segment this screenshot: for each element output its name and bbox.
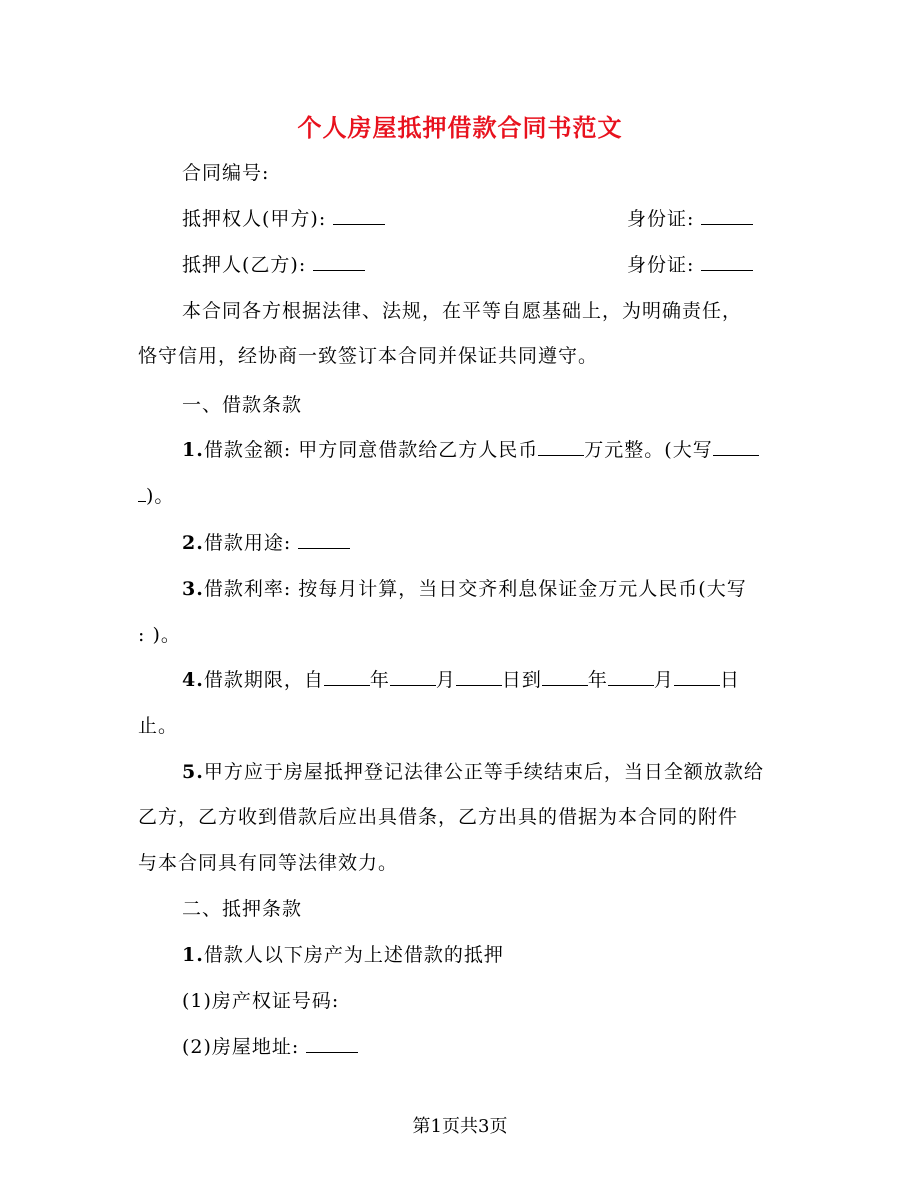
section-1-heading: 一、借款条款	[182, 394, 303, 416]
section-2-item-1-text: 借款人以下房产为上述借款的抵押	[203, 944, 504, 966]
sub-item-1: (1)房产权证号码:	[182, 990, 340, 1012]
item-1-text-c: )。	[146, 485, 175, 507]
party-b-id-blank	[701, 251, 753, 271]
item-1-continuation	[138, 481, 788, 511]
section-2-item-1-number: 1.	[182, 944, 204, 966]
item-2-text: 借款用途:	[203, 532, 292, 554]
start-year-label: 年	[369, 669, 390, 691]
item-3-continuation: : )。	[138, 624, 181, 646]
item-4-line	[182, 665, 832, 695]
intro-line-1: 本合同各方根据法律、法规，在平等自愿基础上，为明确责任，	[182, 300, 743, 322]
contract-number-line	[182, 158, 832, 188]
sub-item-2-label: (2)房屋地址:	[182, 1036, 300, 1058]
end-day-label: 日	[719, 669, 740, 691]
item-4-number: 4.	[182, 669, 204, 691]
start-year-blank	[324, 666, 370, 686]
address-blank	[306, 1033, 358, 1053]
party-a-blank	[333, 205, 385, 225]
intro-line-2: 恪守信用，经协商一致签订本合同并保证共同遵守。	[138, 345, 599, 367]
item-2-number: 2.	[182, 532, 204, 554]
end-day-blank	[674, 666, 720, 686]
start-month-label: 月	[435, 669, 456, 691]
section-2-item-1	[182, 940, 832, 970]
item-4-continuation: 止。	[138, 715, 179, 737]
item-2-blank	[298, 529, 350, 549]
item-2-line	[182, 528, 832, 558]
party-a-id-label: 身份证:	[627, 208, 695, 230]
item-5-line-1	[182, 757, 832, 787]
start-day-to-label: 日到	[501, 669, 542, 691]
item-5-text-a: 甲方应于房屋抵押登记法律公正等手续结束后，当日全额放款给	[203, 761, 764, 783]
party-b-id-label: 身份证:	[627, 254, 695, 276]
end-year-label: 年	[587, 669, 608, 691]
item-1-amount-blank	[538, 436, 584, 456]
party-b-blank	[313, 251, 365, 271]
item-1-line	[182, 435, 832, 465]
party-b-label: 抵押人(乙方):	[182, 254, 307, 276]
item-3-line	[182, 574, 832, 604]
item-4-text-a: 借款期限，自	[203, 669, 324, 691]
end-month-blank	[608, 666, 654, 686]
end-month-label: 月	[653, 669, 674, 691]
item-5-line-3: 与本合同具有同等法律效力。	[138, 852, 399, 874]
document-title: 个人房屋抵押借款合同书范文	[297, 113, 623, 142]
item-1-caps-blank-end	[138, 482, 146, 502]
page-footer: 第1页共3页	[412, 1116, 508, 1137]
item-3-number: 3.	[182, 578, 204, 600]
section-2-heading: 二、抵押条款	[182, 898, 303, 920]
party-a-label: 抵押权人(甲方):	[182, 208, 327, 230]
sub-item-2	[182, 1032, 832, 1062]
party-a-id-line	[627, 204, 753, 234]
start-day-blank	[456, 666, 502, 686]
item-3-text-a: 借款利率: 按每月计算，当日交齐利息保证金万元人民币(大写	[203, 578, 747, 600]
item-5-line-2: 乙方，乙方收到借款后应出具借条，乙方出具的借据为本合同的附件	[138, 806, 739, 828]
item-1-text-a: 借款金额: 甲方同意借款给乙方人民币	[203, 439, 539, 461]
item-1-caps-blank	[713, 436, 759, 456]
end-year-blank	[542, 666, 588, 686]
contract-number-label: 合同编号:	[182, 162, 270, 184]
item-1-number: 1.	[182, 439, 204, 461]
party-b-id-line	[627, 250, 753, 280]
item-1-text-b: 万元整。(大写	[584, 439, 713, 461]
party-a-id-blank	[701, 205, 753, 225]
item-5-number: 5.	[182, 761, 204, 783]
start-month-blank	[390, 666, 436, 686]
